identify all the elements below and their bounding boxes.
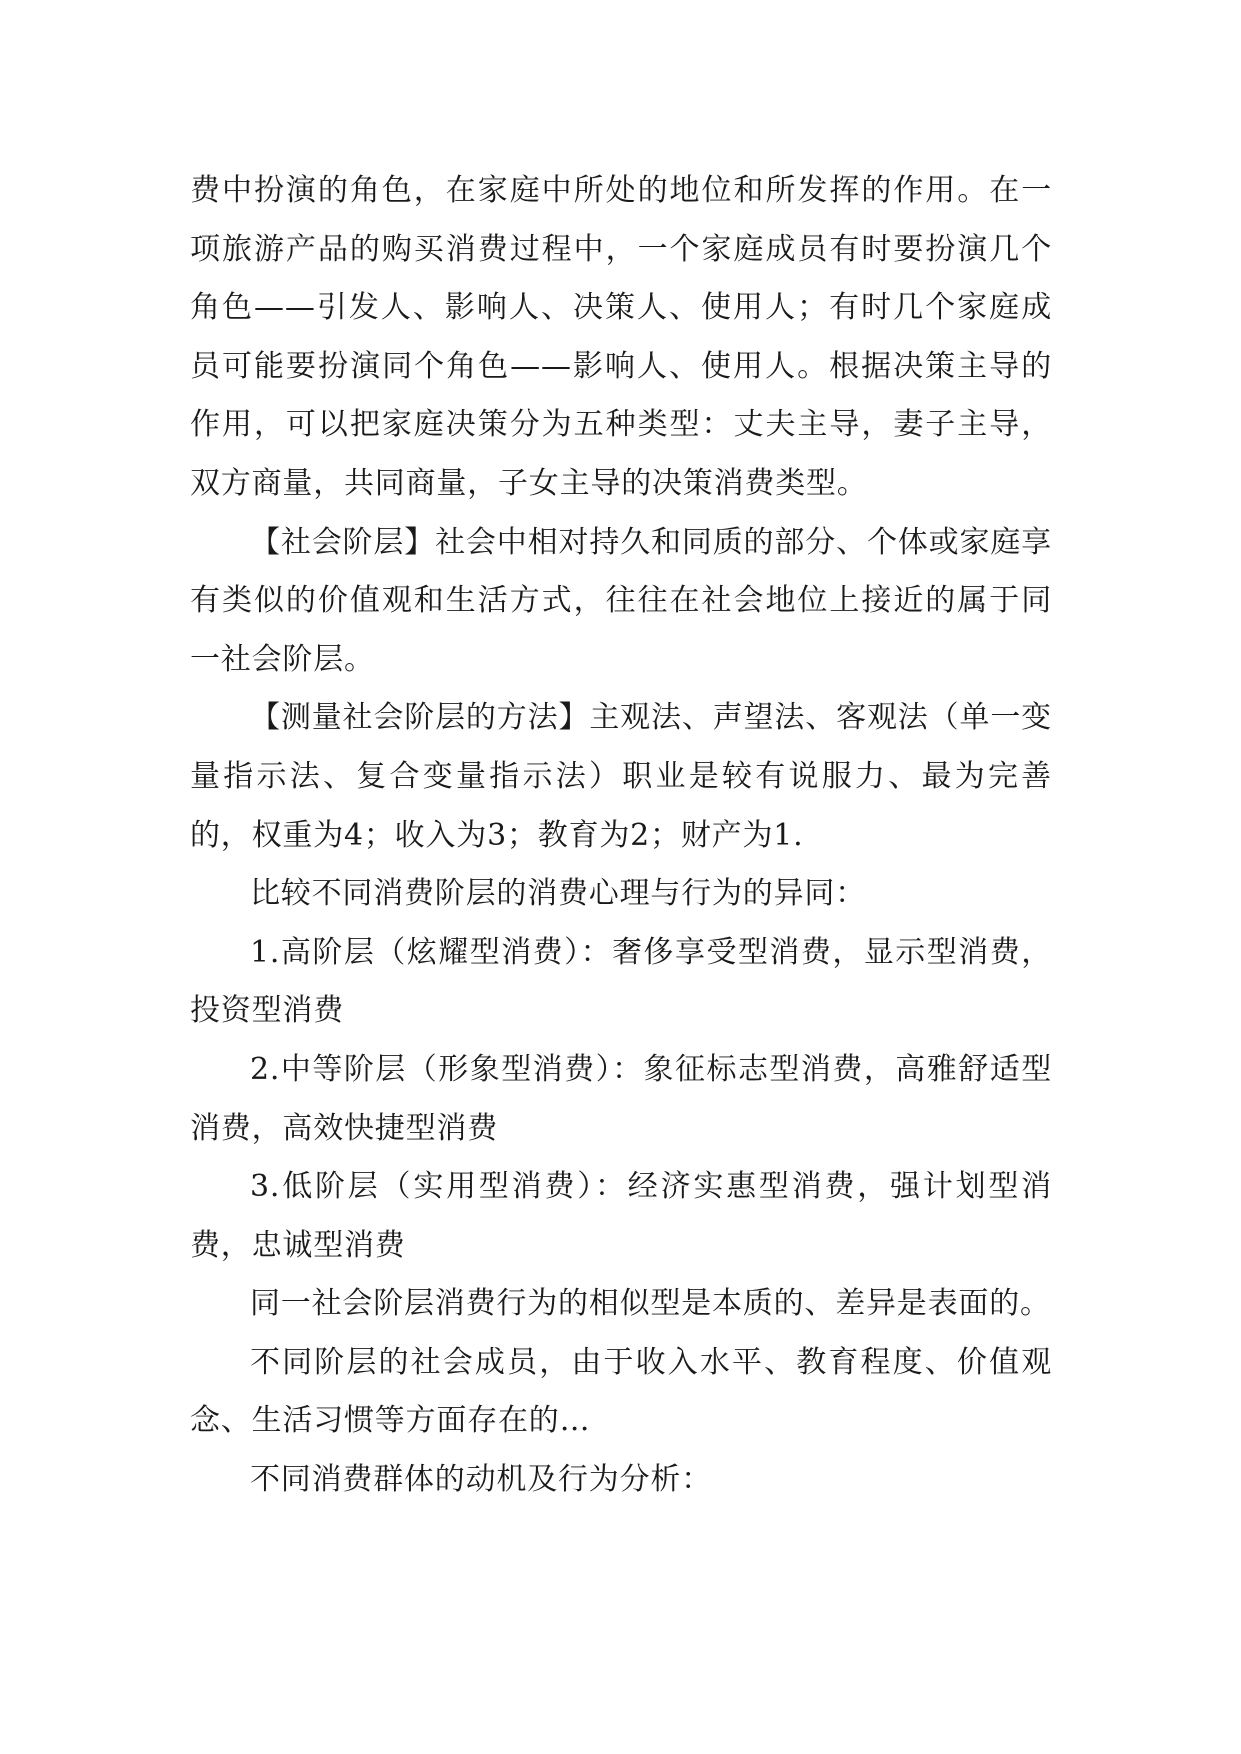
- paragraph-family-roles: 费中扮演的角色，在家庭中所处的地位和所发挥的作用。在一项旅游产品的购买消费过程中，一个家庭成员有时要扮演几个角色——引发人、影响人、决策人、使用人；有时几个家庭成员可能要扮演同个角色——影响人、使用人。根据决策主导的作用，可以把家庭决策分为五种类型：丈夫主导，妻子主导，双方商量，共同商量，子女主导的决策消费类型。: [190, 173, 1052, 501]
- list-item-middle-class: 2.中等阶层（形象型消费）：象征标志型消费，高雅舒适型消费，高效快捷型消费: [190, 1051, 1052, 1146]
- list-item-high-class: 1.高阶层（炫耀型消费）：奢侈享受型消费，显示型消费，投资型消费: [190, 934, 1052, 1029]
- paragraph-different-class-members: 不同阶层的社会成员，由于收入水平、教育程度、价值观念、生活习惯等方面存在的…: [190, 1344, 1052, 1439]
- list-item-low-class: 3.低阶层（实用型消费）：经济实惠型消费，强计划型消费，忠诚型消费: [190, 1169, 1052, 1263]
- paragraph-measure-social-class: 【测量社会阶层的方法】主观法、声望法、客观法（单一变量指示法、复合变量指示法）职业是较有说服力、最为完善的，权重为4；收入为3；教育为2；财产为1.: [190, 700, 1052, 853]
- paragraph-consumer-groups-heading: 不同消费群体的动机及行为分析：: [250, 1462, 712, 1498]
- paragraph-social-class: 【社会阶层】社会中相对持久和同质的部分、个体或家庭享有类似的价值观和生活方式，往往在社会地位上接近的属于同一社会阶层。: [190, 524, 1052, 677]
- paragraph-compare-heading: 比较不同消费阶层的消费心理与行为的异同：: [250, 876, 866, 912]
- document-body: [190, 162, 1052, 1510]
- paragraph-same-class-similarity: 同一社会阶层消费行为的相似型是本质的、差异是表面的。: [250, 1286, 1051, 1322]
